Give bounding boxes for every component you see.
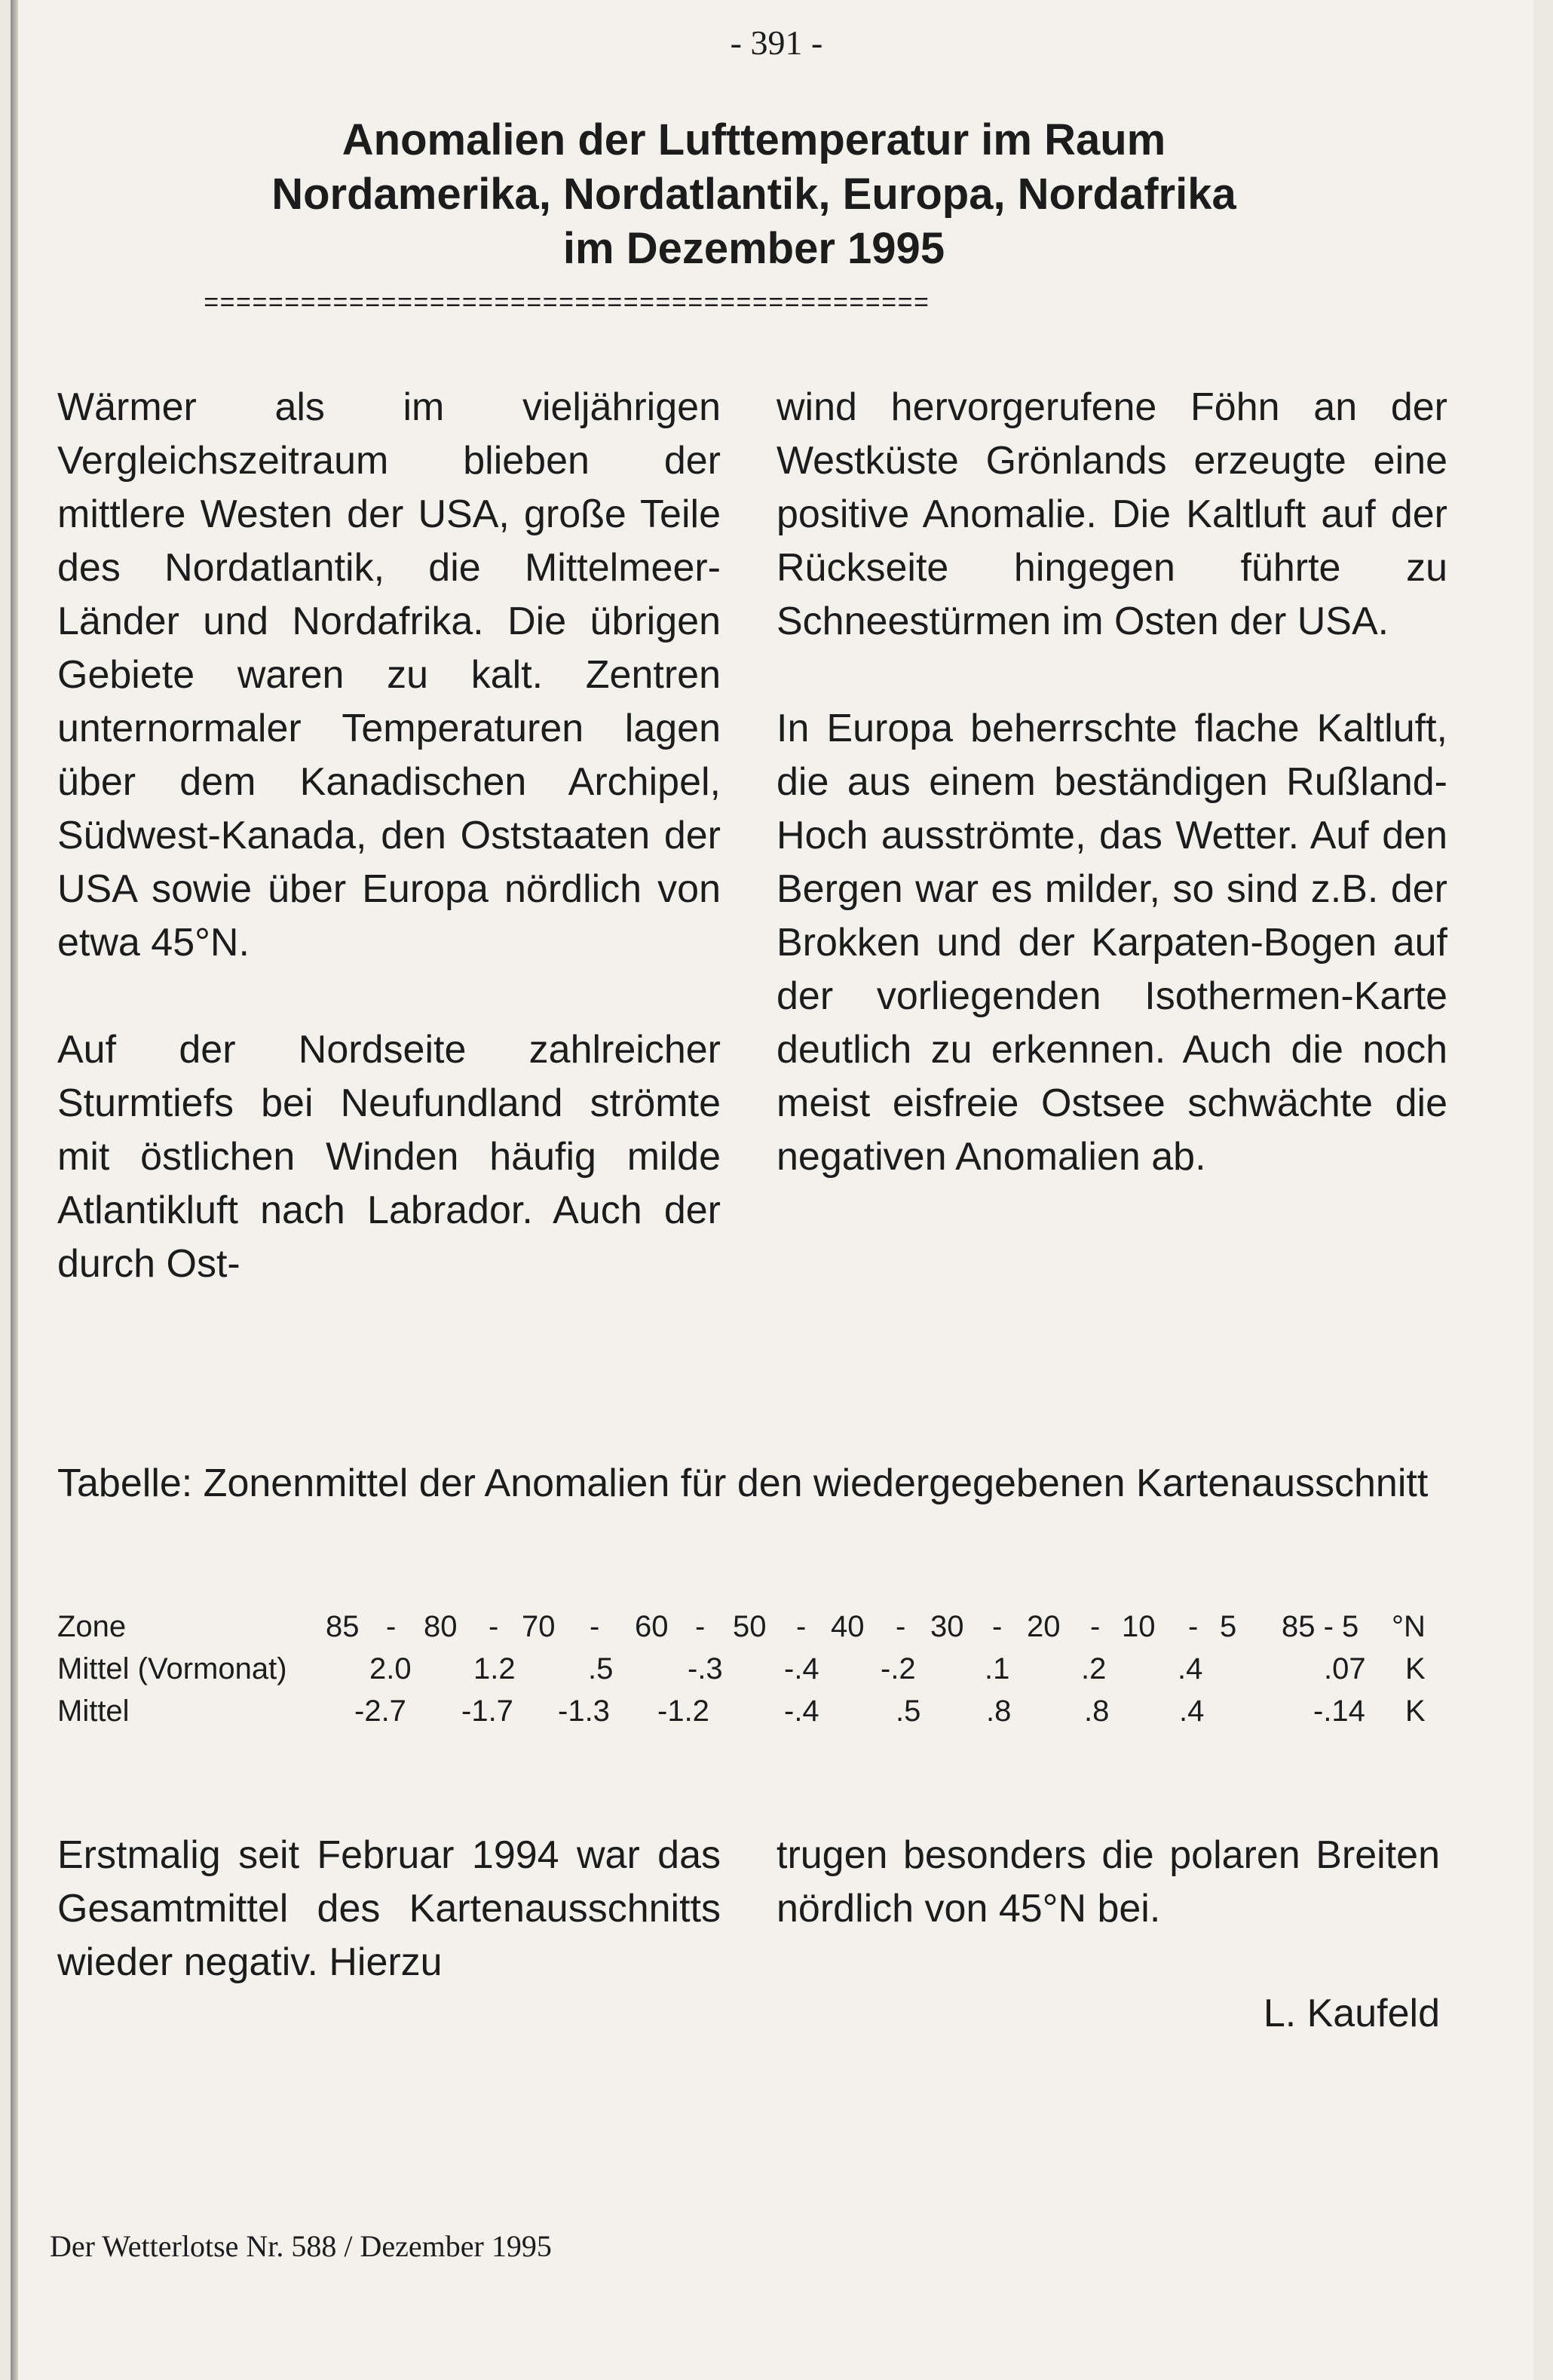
- table-cell: .07: [1324, 1652, 1366, 1685]
- right-column: [776, 381, 1447, 1184]
- table-cell: .4: [1179, 1695, 1205, 1728]
- page-number: - 391 -: [730, 23, 823, 62]
- table-cell: K: [1405, 1652, 1426, 1685]
- table-cell: 40: [831, 1610, 865, 1643]
- row-label: Mittel: [57, 1695, 130, 1728]
- table-cell: -: [796, 1610, 807, 1643]
- paragraph: In Europa beherrschte flache Kaltluft, die aus einem beständigen Rußland-Hoch ausströmte, das Wetter. Auf den Bergen war es milder, so sind z.B. der Brokken und der Karpaten-Bogen auf der vorliegenden Isothermen-Karte deutlich zu erkennen. Auch die noch meist eisfreie Ostsee schwächte die negativen Anomalien ab.: [776, 707, 1447, 1179]
- closing-left-column: [57, 1829, 721, 1989]
- table-cell: 85 - 5: [1282, 1610, 1359, 1643]
- row-label: Mittel (Vormonat): [57, 1652, 287, 1685]
- table-cell: -.4: [784, 1695, 819, 1728]
- table-cell: .2: [1081, 1652, 1107, 1685]
- table-cell: -.2: [881, 1652, 916, 1685]
- paragraph: wind hervorgerufene Föhn an der Westküste Grönlands erzeugte eine positive Anomalie. Die Kaltluft auf der Rückseite hingegen führte zu Schneestürmen im Osten der USA.: [776, 385, 1447, 643]
- table-caption: Tabelle: Zonenmittel der Anomalien für den wiedergegebenen Kartenausschnitt: [57, 1461, 1429, 1505]
- title-line-3: im Dezember 1995: [562, 224, 945, 273]
- table-cell: .5: [588, 1652, 614, 1685]
- table-cell: -: [1090, 1610, 1101, 1643]
- table-cell: 50: [733, 1610, 767, 1643]
- table-cell: -2.7: [354, 1695, 406, 1728]
- table-cell: 1.2: [473, 1652, 516, 1685]
- paragraph: Wärmer als im vieljährigen Vergleichszeitraum blieben der mittlere Westen der USA, große Teile des Nordatlantik, die Mittelmeer-Länder und Nordafrika. Die übrigen Gebiete waren zu kalt. Zentren unternormaler Temperaturen lagen über dem Kanadischen Archipel, Südwest-Kanada, den Oststaaten der USA sowie über Europa nördlich von etwa 45°N.: [57, 385, 721, 965]
- table-cell: -: [896, 1610, 906, 1643]
- table-cell: 2.0: [369, 1652, 412, 1685]
- table-cell: K: [1405, 1695, 1426, 1728]
- table-cell: 10: [1122, 1610, 1156, 1643]
- title-line-2: Nordamerika, Nordatlantik, Europa, Nordafrika: [271, 170, 1236, 219]
- table-cell: 20: [1027, 1610, 1061, 1643]
- table-cell: .5: [896, 1695, 921, 1728]
- paragraph: Auf der Nordseite zahlreicher Sturmtiefs bei Neufundland strömte mit östlichen Winden häufig milde Atlantikluft nach Labrador. Auch der durch Ost-: [57, 1028, 721, 1286]
- table-cell: -: [992, 1610, 1003, 1643]
- table-cell: 80: [424, 1610, 458, 1643]
- table-cell: -.3: [688, 1652, 723, 1685]
- left-column: [57, 381, 721, 1291]
- table-cell: -.4: [784, 1652, 819, 1685]
- table-cell: .1: [985, 1652, 1010, 1685]
- table-cell: -: [489, 1610, 499, 1643]
- closing-right-column: [776, 1829, 1440, 1936]
- table-cell: 85: [326, 1610, 360, 1643]
- table-cell: 5: [1220, 1610, 1237, 1643]
- paragraph: trugen besonders die polaren Breiten nördlich von 45°N bei.: [776, 1833, 1440, 1931]
- title-line-1: Anomalien der Lufttemperatur im Raum: [342, 115, 1166, 164]
- row-label: Zone: [57, 1610, 127, 1643]
- title-underline: =============================================: [204, 290, 930, 319]
- table-cell: -: [1188, 1610, 1199, 1643]
- table-cell: -1.2: [657, 1695, 709, 1728]
- article-title: [0, 113, 1508, 276]
- table-cell: 70: [522, 1610, 556, 1643]
- table-cell: .4: [1178, 1652, 1203, 1685]
- table-cell: .8: [1084, 1695, 1110, 1728]
- table-cell: .8: [986, 1695, 1012, 1728]
- table-cell: -1.3: [558, 1695, 610, 1728]
- table-cell: °N: [1392, 1610, 1426, 1643]
- paragraph: Erstmalig seit Februar 1994 war das Gesamtmittel des Kartenausschnitts wieder negativ. Hierzu: [57, 1833, 721, 1984]
- table-cell: -: [695, 1610, 706, 1643]
- table-cell: -1.7: [461, 1695, 513, 1728]
- table-cell: 30: [930, 1610, 964, 1643]
- table-cell: 60: [635, 1610, 669, 1643]
- table-cell: -.14: [1313, 1695, 1365, 1728]
- author: L. Kaufeld: [1263, 1992, 1440, 2035]
- table-cell: -: [590, 1610, 600, 1643]
- footer: Der Wetterlotse Nr. 588 / Dezember 1995: [50, 2229, 552, 2263]
- table-cell: -: [386, 1610, 397, 1643]
